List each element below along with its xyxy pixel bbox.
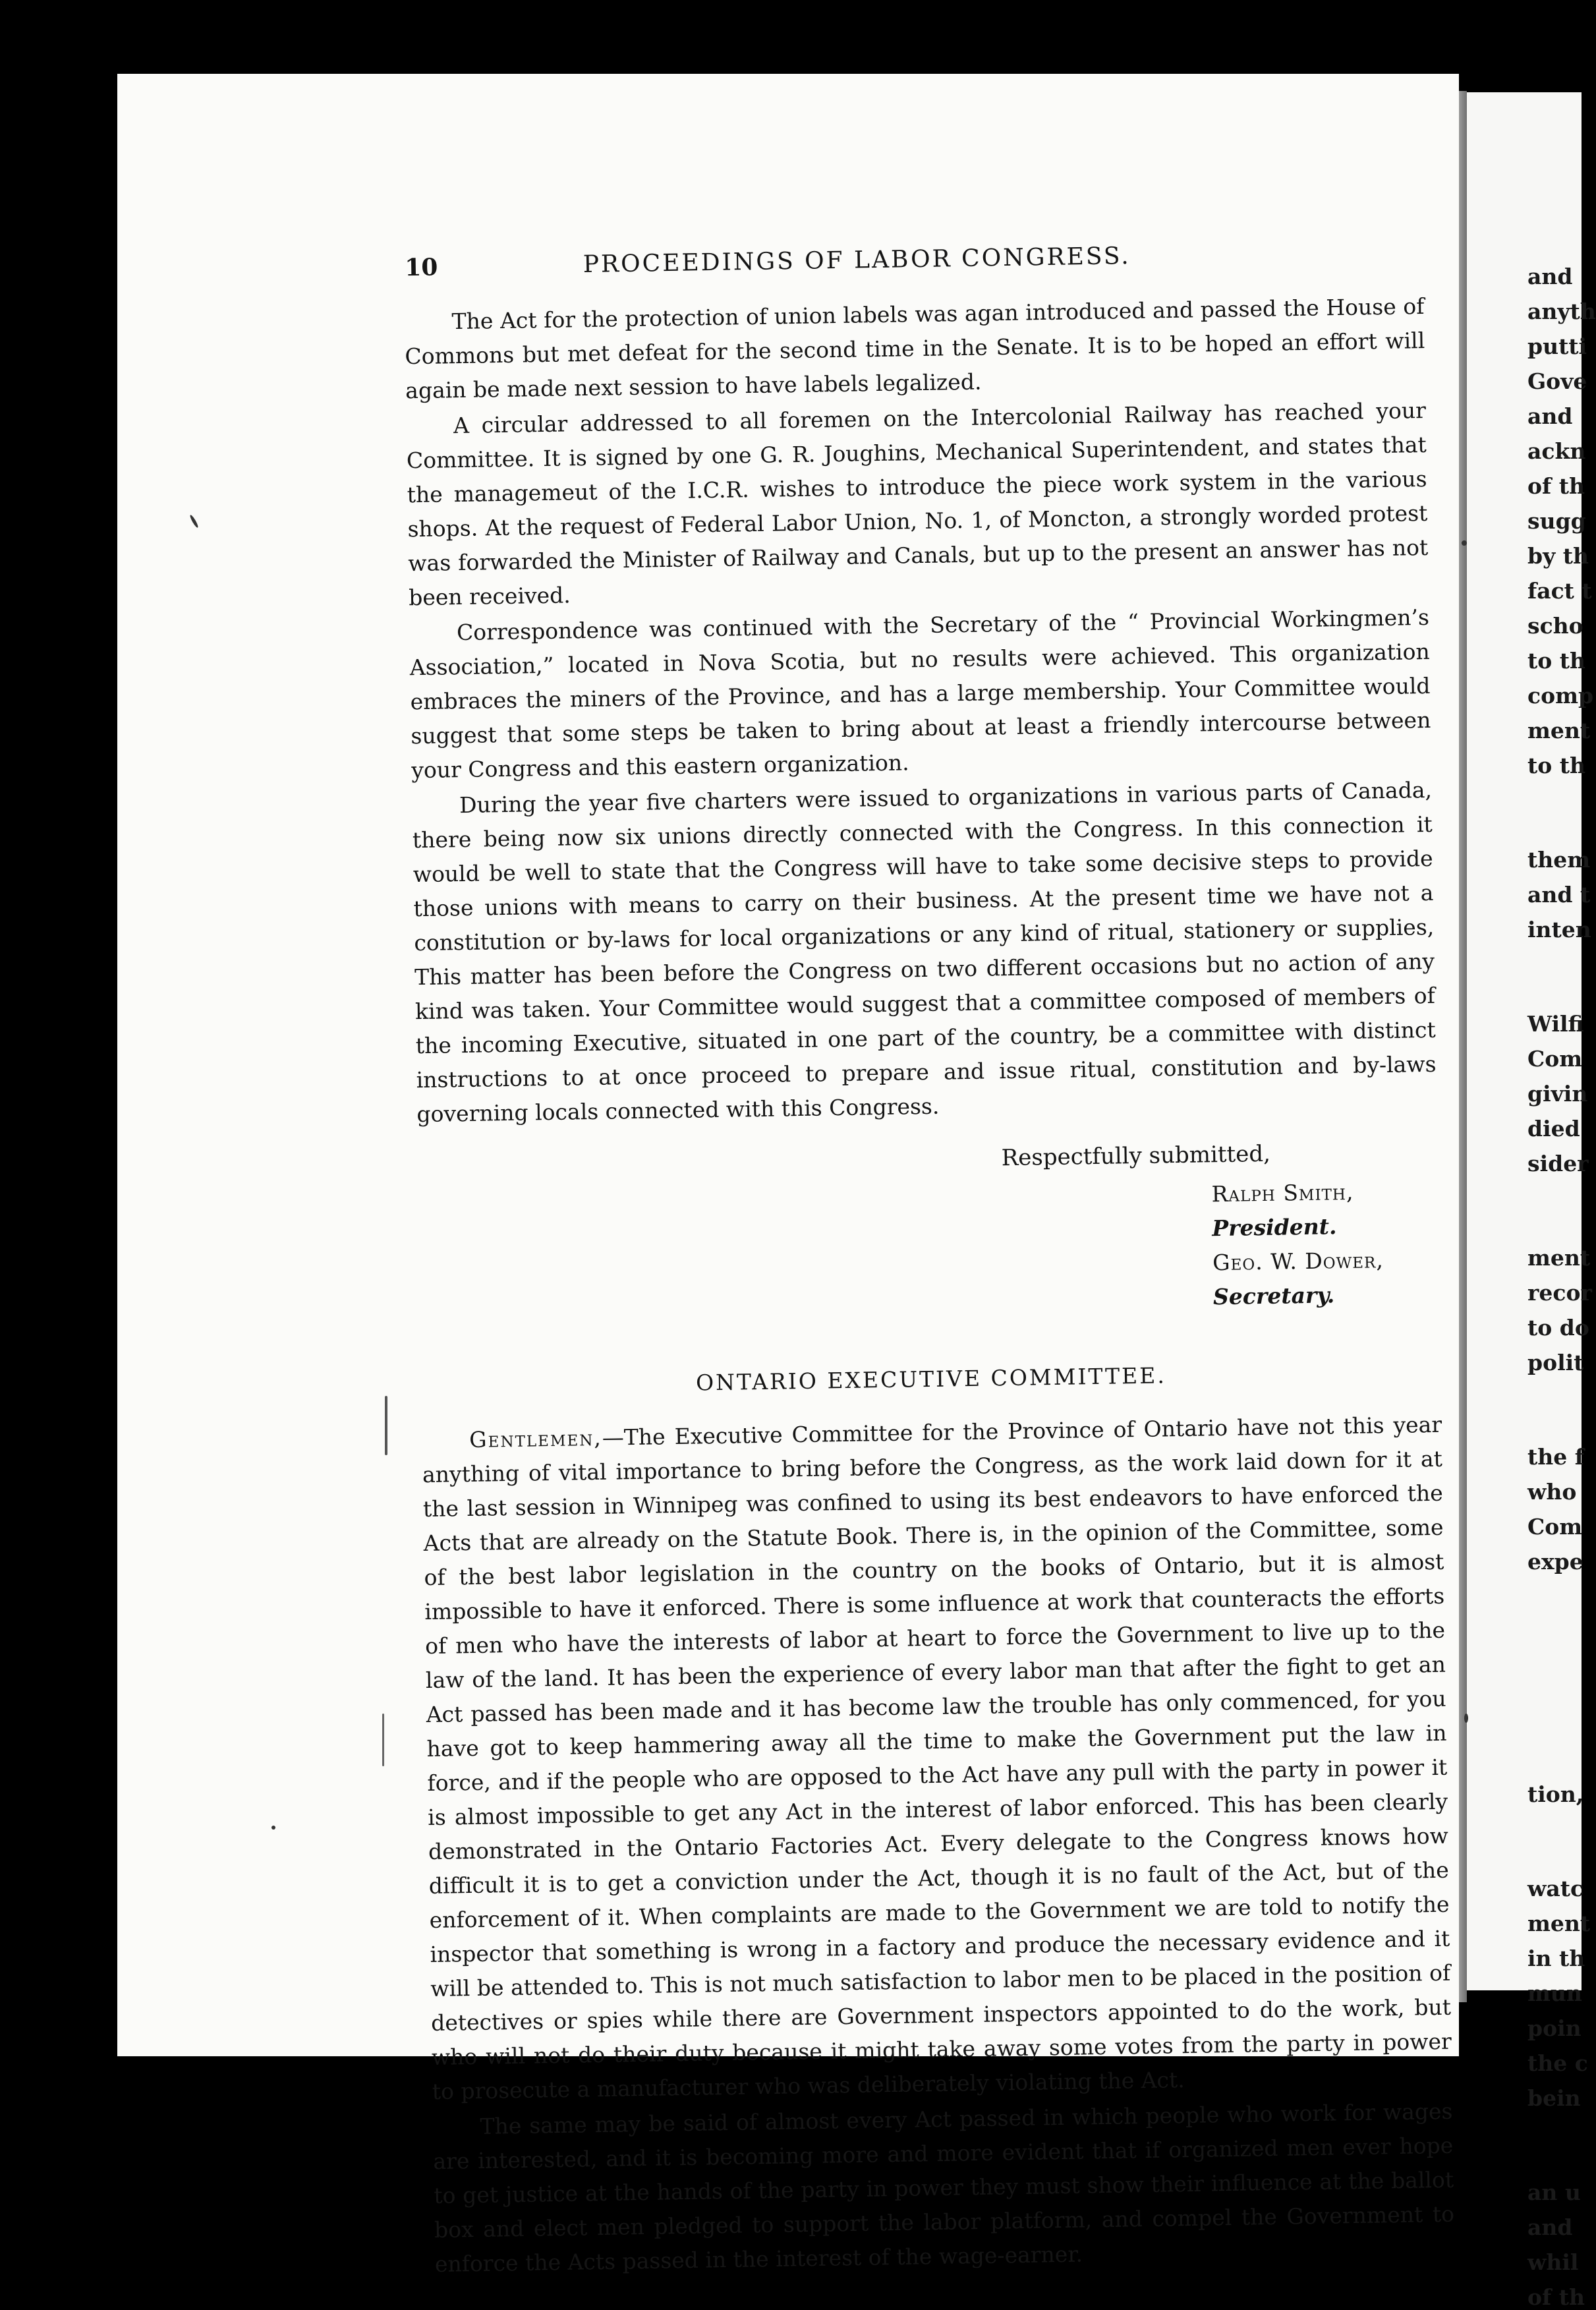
adjacent-page-fragment: them <box>1527 847 1591 873</box>
adjacent-page-fragment: and <box>1527 403 1573 429</box>
signature-secretary <box>1212 1242 1440 1314</box>
adjacent-page-fragment: by th <box>1527 543 1589 569</box>
adjacent-page-fragment: and <box>1527 264 1573 289</box>
ontario-paragraph <box>308 1408 1452 2111</box>
report-paragraph: Correspondence was continued with the Secretary of the “ Provincial Workingmen’s Association,” located in Nova Scotia, but no results were achieved. This organization embraces the miners of the Province, and has a large membership. Your Committee would suggest that some steps be taken to bring about at least a friendly intercourse between your Congress and this eastern organization. <box>409 604 1431 784</box>
report-paragraph: A circular addressed to all foremen on the Intercolonial Railway has reached your Committee. It is signed by one G. R. Joughins, Mechanical Superintendent, and states that the managemeut of the I.C.R. wishes to introduce the piece work system in the various shops. At the request of Federal Labor Union, No. 1, of Moncton, a strongly worded protest was forwarded the Minister of Railway and Canals, but up to the present an answer has not been received. <box>406 397 1429 611</box>
adjacent-page-fragment: Gove <box>1527 368 1587 394</box>
adjacent-page-fragment: polit <box>1527 1350 1584 1375</box>
adjacent-page-fragment: the c <box>1527 2050 1588 2076</box>
adjacent-page-fragment: of th <box>1527 473 1585 499</box>
adjacent-page-fragment: sugg <box>1527 508 1586 534</box>
ontario-paragraph: The same may be said of almost every Act passed in which people who work for wages are interested, and it is becoming more and more evident that if organized men ever hope to get justice at the hands of the party in power they must show their influence at the ballot box and elect men pledged to support the labor platform, and compel the Government to enforce the Acts passed in the interest of the wage-earner. <box>433 2098 1455 2277</box>
page-content <box>290 238 1455 2284</box>
adjacent-page-fragment: to do <box>1527 1315 1589 1341</box>
adjacent-page <box>1467 92 1596 2310</box>
report-paragraph: The Act for the protection of union labels was agan introduced and passed the House of Commons but met defeat for the second time in the Senate. It is to be hoped an effort will again be made next session to have labels legalized. <box>405 293 1425 404</box>
adjacent-page-fragment: putti <box>1527 333 1587 359</box>
adjacent-page-fragment: expe <box>1527 1549 1583 1574</box>
report-paragraph: During the year five charters were issued to organizations in various parts of Canada, there being now six unions directly connected with the Congress. In this connection it would be well to state that the Congress will have to take some decisive steps to provide those unions with means to carry on their business. At the present time we have not a constitution or by-laws for local organizations or any kind of ritual, stationery or supplies, This matter has been before the Congress on two different occasions but no action of any kind was taken. Your Committee would suggest that a committee composed of members of the incoming Executive, situated in one part of the country, be a committee with distinct instructions to at once proceed to prepare and issue ritual, constitution and by-laws governing locals connected with this Congress. <box>412 776 1437 1128</box>
adjacent-page-fragment: bein <box>1527 2085 1581 2111</box>
adjacent-page-fragment: to th <box>1527 753 1585 778</box>
signature-president <box>1211 1174 1439 1246</box>
adjacent-page-fragment: died <box>1527 1116 1580 1141</box>
adjacent-page-fragment: to th <box>1527 648 1585 674</box>
adjacent-page-fragment: givin <box>1527 1081 1588 1107</box>
page-number: 10 <box>404 253 438 282</box>
adjacent-page-fragment: mun <box>1527 1980 1582 2006</box>
salutation: Gentlemen, <box>469 1424 603 1453</box>
adjacent-page-fragment: Wilfi <box>1527 1011 1584 1037</box>
section-title: ONTARIO EXECUTIVE COMMITTEE. <box>695 1362 1167 1396</box>
adjacent-page-fragment: inten <box>1527 917 1591 942</box>
adjacent-page-fragment: whil <box>1527 2249 1579 2275</box>
adjacent-page-fragment: tion, <box>1527 1781 1584 1807</box>
adjacent-page-fragment: and <box>1527 2214 1573 2240</box>
scan-speck <box>385 1396 387 1455</box>
signatory-role: President. <box>1212 1213 1337 1242</box>
adjacent-page-fragment: recor <box>1527 1280 1592 1306</box>
signatory-name: Geo. W. Dower, <box>1212 1247 1384 1276</box>
adjacent-page-fragment: the f <box>1527 1444 1584 1470</box>
adjacent-page-fragment: scho <box>1527 613 1583 639</box>
adjacent-page-fragment: comp <box>1527 683 1594 708</box>
signatory-role: Secretary. <box>1212 1282 1335 1310</box>
adjacent-page-fragment: fact t <box>1527 578 1592 604</box>
adjacent-page-fragment: Com <box>1527 1514 1583 1540</box>
signatory-name: Ralph Smith, <box>1211 1178 1354 1207</box>
scan-speck <box>1464 1714 1468 1723</box>
adjacent-page-fragment: Com <box>1527 1046 1583 1072</box>
adjacent-page-fragment: who <box>1527 1479 1577 1505</box>
adjacent-page-fragment: watc <box>1527 1876 1584 1901</box>
adjacent-page-fragment: an u <box>1527 2180 1581 2205</box>
signature-block <box>1211 1174 1440 1314</box>
adjacent-page-fragment: ment <box>1527 718 1591 743</box>
adjacent-page-fragment: of th <box>1527 2284 1585 2310</box>
adjacent-page-fragment: sider <box>1527 1151 1589 1176</box>
adjacent-page-fragment: in th <box>1527 1946 1585 1971</box>
adjacent-page-fragment: and t <box>1527 882 1591 908</box>
scan-speck <box>271 1826 275 1830</box>
running-title: PROCEEDINGS OF LABOR CONGRESS. <box>583 242 1131 279</box>
adjacent-page-fragment: ment <box>1527 1911 1591 1936</box>
adjacent-page-fragment: ment <box>1527 1245 1591 1271</box>
scan-speck <box>1462 540 1467 546</box>
ontario-paragraph-text: —The Executive Committee for the Province of Ontario have not this year anything of vital importance to bring before the Congress, as the work laid down for it at the last session in Winnipeg was confined to using its best endeavors to have enforced the Acts that are already on the Statute Book. There is, in the opinion of the Committee, some of the best labor legislation in the country on the books of Ontario, but it is almost impossible to have it enforced. There is some influence at work that counteracts the efforts of men who have the interests of labor at heart to force the Government to live up to the law of the land. It has been the experience of every labor man that after the fight to get an Act passed has been made and it has become law the trouble has only commenced, for you have got to keep hammering away all the time to make the Government put the law in force, and if the people who are opposed to the Act have any pull with the party in power it is almost impossible to get any Act in the interest of labor enforced. This has been clearly demonstrated in the Ontario Factories Act. Every delegate to the Congress knows how difficult it is to get a conviction under the Act, though it is no fault of the Act, but of the enforcement of it. When complaints are made to the Government we are told to notify the inspector that something is wrong in a factory and produce the necessary evidence and it will be attended to. This is not much satisfaction to labor men to be placed in the position of detectives or spies while there are Government inspectors appointed to do the work, but who will not do their duty because it might take away some votes from the party in power to prosecute a manufacturer who was deliberately violating the Act. <box>422 1411 1452 2104</box>
closing-line: Respectfully submitted, <box>1001 1140 1271 1172</box>
adjacent-page-fragment: ackn <box>1527 438 1586 464</box>
adjacent-page-fragment: anyth <box>1527 299 1596 324</box>
adjacent-page-fragment: poin <box>1527 2015 1582 2041</box>
scan-speck <box>382 1714 384 1766</box>
